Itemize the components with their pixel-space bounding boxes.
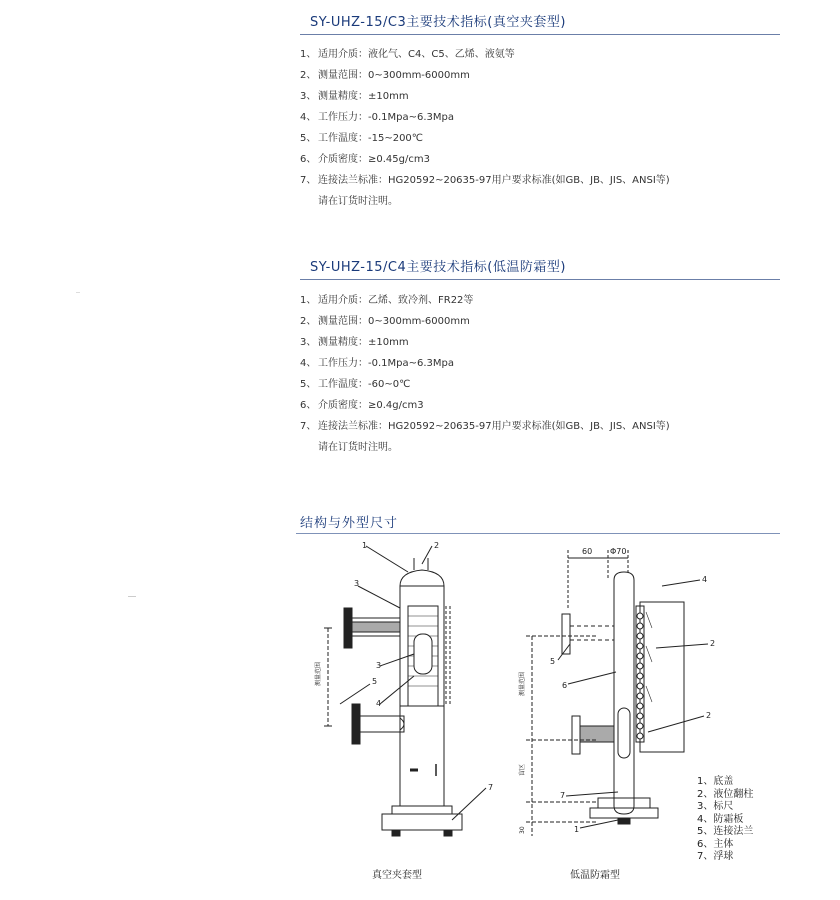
right-blind-label: 盲区 <box>519 763 526 776</box>
left-callout: 7 <box>488 783 494 792</box>
right-diagram-caption: 低温防霜型 <box>570 870 620 881</box>
left-callout: 5 <box>372 677 378 686</box>
spec-item: 3、 测量精度：±10mm <box>300 91 409 102</box>
structure-divider <box>296 533 780 534</box>
right-callout: 2 <box>710 639 716 648</box>
right-callout: 1 <box>574 825 580 834</box>
section1-spec-list <box>300 44 670 212</box>
spec-item: 4、 工作压力：-0.1Mpa~6.3Mpa <box>300 358 455 369</box>
spec-item: 5、 工作温度：-60~0℃ <box>300 379 411 390</box>
vacuum-jacket-drawing <box>324 546 486 836</box>
right-callout: 2 <box>706 711 712 720</box>
section1-divider <box>300 34 780 35</box>
legend-item: 3、标尺 <box>697 801 734 812</box>
left-callout: 4 <box>376 699 382 708</box>
spec-item: 2、 测量范围：0~300mm-6000mm <box>300 70 470 81</box>
left-callout: 3 <box>376 661 382 670</box>
scan-mark <box>76 292 80 293</box>
anti-frost-drawing <box>526 550 708 836</box>
section1-title: SY-UHZ-15/C3主要技术指标(真空夹套型) <box>310 15 566 30</box>
left-diagram-caption: 真空夹套型 <box>372 870 422 881</box>
spec-item: 7、 连接法兰标准：HG20592~20635-97用户要求标准(如GB、JB、JIS、ANSI等) <box>300 175 670 186</box>
left-callout: 1 <box>362 541 368 550</box>
scan-mark <box>128 596 136 597</box>
left-range-label: 测量范围 <box>315 661 322 686</box>
right-range-label: 测量范围 <box>519 671 526 696</box>
spec-item: 1、 适用介质：乙烯、致冷剂、FR22等 <box>300 295 474 306</box>
legend-item: 7、浮球 <box>697 851 734 862</box>
legend-item: 6、主体 <box>697 838 734 850</box>
left-callout: 2 <box>434 541 440 550</box>
right-dim-label: 30 <box>519 826 526 834</box>
section2-divider <box>300 279 780 280</box>
right-callout: 7 <box>560 791 566 800</box>
section2-spec-list <box>300 290 670 458</box>
legend-item: 1、底盖 <box>697 776 734 787</box>
parts-legend <box>697 776 753 864</box>
right-callout: 4 <box>702 575 708 584</box>
section2-title: SY-UHZ-15/C4主要技术指标(低温防霜型) <box>310 260 566 275</box>
spec-note: 请在订货时注明。 <box>318 442 398 453</box>
right-callout: 6 <box>562 681 568 690</box>
right-dim-label: Φ70 <box>610 547 627 556</box>
legend-item: 4、防霜板 <box>697 813 744 825</box>
spec-item: 5、 工作温度：-15~200℃ <box>300 133 424 144</box>
spec-note: 请在订货时注明。 <box>318 196 398 207</box>
right-callout: 5 <box>550 657 556 666</box>
spec-item: 6、 介质密度：≥0.4g/cm3 <box>300 400 424 411</box>
spec-item: 4、 工作压力：-0.1Mpa~6.3Mpa <box>300 112 455 123</box>
left-callout: 3 <box>354 579 360 588</box>
spec-item: 6、 介质密度：≥0.45g/cm3 <box>300 154 430 165</box>
spec-item: 2、 测量范围：0~300mm-6000mm <box>300 316 470 327</box>
legend-item: 5、连接法兰 <box>697 826 754 837</box>
legend-item: 2、液位翻柱 <box>697 788 754 800</box>
spec-item: 1、 适用介质：液化气、C4、C5、乙烯、液氨等 <box>300 49 515 60</box>
right-dim-label: 60 <box>582 547 593 556</box>
structure-title: 结构与外型尺寸 <box>300 516 399 531</box>
spec-item: 7、 连接法兰标准：HG20592~20635-97用户要求标准(如GB、JB、JIS、ANSI等) <box>300 421 670 432</box>
spec-item: 3、 测量精度：±10mm <box>300 337 409 348</box>
